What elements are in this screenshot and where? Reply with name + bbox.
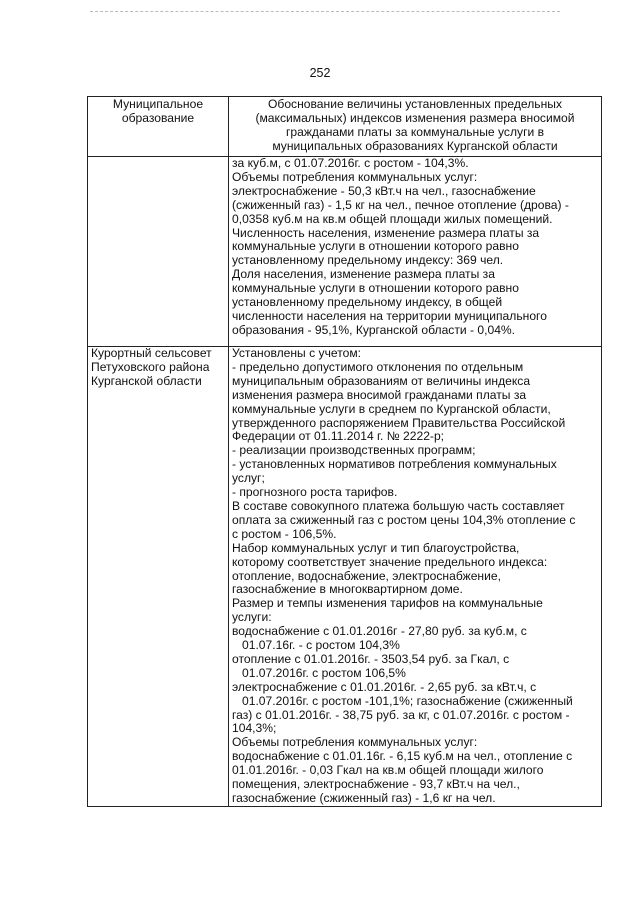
header-justification-text bbox=[232, 98, 598, 154]
text-line: Размер и темпы изменения тарифов на коммунальные bbox=[232, 596, 543, 611]
municipality-cell bbox=[88, 157, 229, 347]
text-line: Численность населения, изменение размера платы за bbox=[232, 225, 540, 240]
text-line: Курганской области bbox=[91, 373, 202, 388]
municipality-cell bbox=[88, 347, 229, 807]
text-line: помещения, электроснабжение - 93,7 кВт.ч на чел., bbox=[232, 777, 520, 792]
text-line: Обоснование величины установленных предельных bbox=[267, 97, 563, 111]
text-line: 01.07.2016г. с ростом 106,5% bbox=[242, 665, 406, 680]
text-line: коммунальные услуги в отношении которого равно bbox=[232, 239, 519, 254]
tariff-table bbox=[87, 96, 602, 807]
text-line: В составе совокупного платежа большую часть составляет bbox=[232, 498, 565, 513]
text-line: 01.01.2016г. - 0,03 Гкал на кв.м общей площади жилого bbox=[232, 763, 544, 778]
page-number: 252 bbox=[309, 66, 331, 80]
text-line: отопление с 01.01.2016г. - 3503,54 руб. за Гкал, с bbox=[232, 651, 510, 666]
text-line: установленному предельному индексу, в общей bbox=[232, 295, 503, 310]
text-line: - предельно допустимого отклонения по отдельным bbox=[232, 359, 524, 374]
text-line: образования - 95,1%, Курганской области - 0,04%. bbox=[232, 322, 516, 337]
text-line: 0,0358 куб.м на кв.м общей площади жилых помещений. bbox=[232, 211, 553, 226]
text-line: 01.07.16г. - с ростом 104,3% bbox=[242, 638, 400, 653]
text-line: газ) с 01.01.2016г. - 38,75 руб. за кг, с 01.07.2016г. с ростом - bbox=[232, 707, 570, 722]
municipality-name bbox=[91, 347, 225, 389]
text-line: Набор коммунальных услуг и тип благоустройства, bbox=[232, 540, 520, 555]
text-line: утвержденного распоряжением Правительства Российской bbox=[232, 415, 566, 430]
text-line: - реализации производственных программ; bbox=[232, 443, 476, 458]
justification-text bbox=[232, 347, 598, 806]
text-line: отопление, водоснабжение, электроснабжение, bbox=[232, 568, 501, 583]
justification-cell bbox=[229, 347, 602, 807]
text-line: Петуховского района bbox=[91, 359, 210, 374]
text-line: муниципальных образованиях Курганской области bbox=[272, 138, 558, 153]
text-line: (максимальных) индексов изменения размера вносимой bbox=[255, 110, 575, 125]
text-line: - установленных нормативов потребления коммунальных bbox=[232, 457, 557, 472]
text-line: коммунальные услуги в среднем по Курганской области, bbox=[232, 401, 551, 416]
text-line: электроснабжение с 01.01.2016г. - 2,65 руб. за кВт.ч, с bbox=[232, 679, 537, 694]
text-line: водоснабжение с 01.01.2016г - 27,80 руб. за куб.м, с bbox=[232, 624, 527, 639]
text-line: водоснабжение с 01.01.16г. - 6,15 куб.м на чел., отопление с bbox=[232, 749, 573, 764]
text-line: Установлены с учетом: bbox=[232, 346, 361, 360]
text-line: газоснабжение (сжиженный газ) - 1,6 кг на чел. bbox=[232, 791, 496, 805]
text-line: изменения размера вносимой гражданами платы за bbox=[232, 387, 527, 402]
justification-cell bbox=[229, 157, 602, 347]
text-line: установленному предельному индексу: 369 чел. bbox=[232, 253, 504, 268]
text-line: которому соответствует значение предельного индекса: bbox=[232, 554, 548, 569]
text-line: коммунальные услуги в отношении которого равно bbox=[232, 281, 519, 296]
justification-text bbox=[232, 157, 598, 338]
table-header-row bbox=[88, 97, 602, 157]
scan-edge-artifact bbox=[90, 11, 560, 14]
text-line: Объемы потребления коммунальных услуг: bbox=[232, 169, 478, 184]
text-line: Объемы потребления коммунальных услуг: bbox=[232, 735, 478, 750]
header-municipality bbox=[88, 97, 229, 157]
text-line: за куб.м, с 01.07.2016г. с ростом - 104,3%. bbox=[232, 156, 469, 170]
text-line: услуги: bbox=[232, 610, 272, 625]
header-justification bbox=[229, 97, 602, 157]
text-line: - прогнозного роста тарифов. bbox=[232, 485, 398, 500]
text-line: Федерации от 01.11.2014 г. № 2222-р; bbox=[232, 429, 445, 444]
table-row bbox=[88, 347, 602, 807]
text-line: гражданами платы за коммунальные услуги в bbox=[285, 124, 545, 139]
text-line: 01.07.2016г. с ростом -101,1%; газоснабжение (сжиженный bbox=[242, 693, 573, 708]
text-line: (сжиженный газ) - 1,5 кг на чел., печное отопление (дрова) - bbox=[232, 197, 569, 212]
text-line: муниципальным образованиям от величины индекса bbox=[232, 373, 531, 388]
text-line: оплата за сжиженный газ с ростом цены 104,3% отопление с bbox=[232, 512, 576, 527]
text-line: Доля населения, изменение размера платы за bbox=[232, 267, 495, 282]
text-line: 104,3%; bbox=[232, 721, 277, 736]
text-line: с ростом - 106,5%. bbox=[232, 526, 337, 541]
text-line: электроснабжение - 50,3 кВт.ч на чел., газоснабжение bbox=[232, 183, 536, 198]
text-line: газоснабжение в многоквартирном доме. bbox=[232, 582, 463, 597]
header-municipality-text: Муниципальное образование bbox=[112, 97, 204, 125]
text-line: Курортный сельсовет bbox=[91, 346, 212, 360]
table-row bbox=[88, 157, 602, 347]
text-line: услуг; bbox=[232, 471, 265, 486]
text-line: численности населения на территории муниципального bbox=[232, 308, 547, 323]
